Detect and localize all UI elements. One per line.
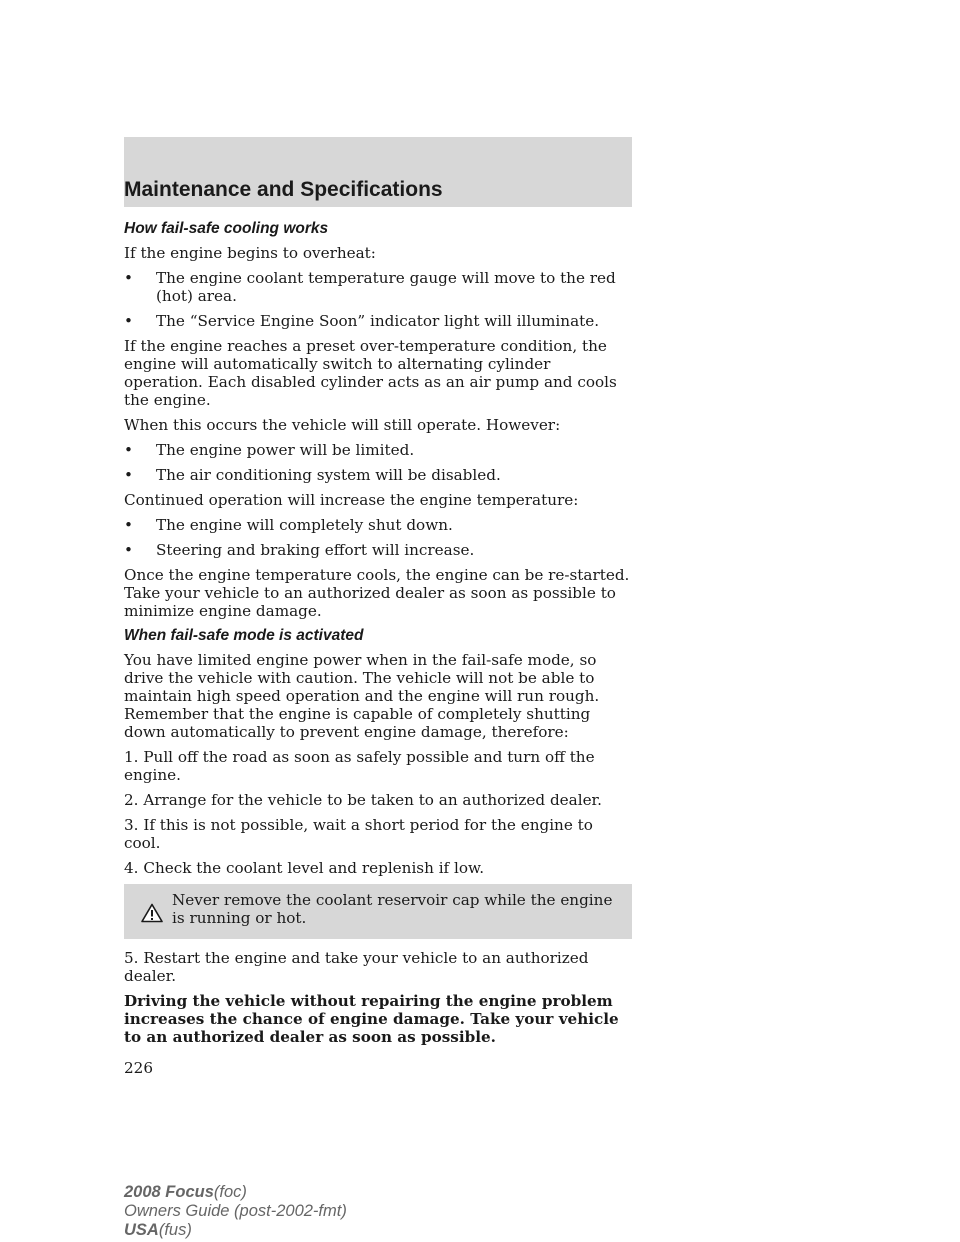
section-heading-activated: When fail-safe mode is activated xyxy=(124,627,364,644)
bullet-glyph: • xyxy=(124,541,133,559)
main-content xyxy=(124,220,632,1077)
footer xyxy=(124,1183,347,1240)
paragraph-overheat-intro: If the engine begins to overheat: xyxy=(124,244,376,262)
footer-line: USA(fus) xyxy=(124,1221,192,1239)
bullet-glyph: • xyxy=(124,441,133,459)
page-title: Maintenance and Specifications xyxy=(124,178,443,201)
list-item: • The “Service Engine Soon” indicator light will illuminate. xyxy=(124,312,600,330)
paragraph-once: Once the engine temperature cools, the engine can be re-started. Take your vehicle to an authorized dealer as soon as possible to minimize engine damage. xyxy=(124,566,630,620)
section-heading-how-works: How fail-safe cooling works xyxy=(124,220,329,237)
step-4: 4. Check the coolant level and replenish if low. xyxy=(124,859,485,877)
paragraph-preset: If the engine reaches a preset over-temperature condition, the engine will automatically switch to alternating cylinder operation. Each disabled cylinder acts as an air pump and cools the engine. xyxy=(124,337,617,409)
bullet-glyph: • xyxy=(124,269,133,287)
final-warning-paragraph: Driving the vehicle without repairing the engine problem increases the chance of engine damage. Take your vehicle to an authorized dealer as soon as possible. xyxy=(124,992,619,1046)
bullet-glyph: • xyxy=(124,466,133,484)
paragraph-continued: Continued operation will increase the engine temperature: xyxy=(124,491,579,509)
list-item: • The engine coolant temperature gauge will move to the red (hot) area. xyxy=(124,269,616,305)
paragraph-limited: You have limited engine power when in the fail-safe mode, so drive the vehicle with caution. The vehicle will not be able to maintain high speed operation and the engine will run rough. Remember that the engine is capable of completely shutting down automatically to prevent engine damage, therefore: xyxy=(124,651,600,741)
step-3: 3. If this is not possible, wait a short period for the engine to cool. xyxy=(124,816,593,852)
list-item: • The engine will completely shut down. xyxy=(124,516,453,534)
paragraph-still-operate: When this occurs the vehicle will still operate. However: xyxy=(124,416,561,434)
page-number: 226 xyxy=(124,1059,153,1077)
warning-text: Never remove the coolant reservoir cap while the engine is running or hot. xyxy=(172,891,613,927)
step-1: 1. Pull off the road as soon as safely possible and turn off the engine. xyxy=(124,748,595,784)
bullet-glyph: • xyxy=(124,516,133,534)
step-5: 5. Restart the engine and take your vehicle to an authorized dealer. xyxy=(124,949,589,985)
footer-line: Owners Guide (post-2002-fmt) xyxy=(124,1202,347,1220)
list-item: • The air conditioning system will be disabled. xyxy=(124,466,501,484)
list-item: • Steering and braking effort will increase. xyxy=(124,541,475,559)
step-2: 2. Arrange for the vehicle to be taken to an authorized dealer. xyxy=(124,791,602,809)
bullet-glyph: • xyxy=(124,312,133,330)
warning-box xyxy=(124,884,632,939)
footer-line: 2008 Focus(foc) xyxy=(124,1183,247,1201)
list-item: • The engine power will be limited. xyxy=(124,441,415,459)
warning-icon xyxy=(141,903,163,923)
